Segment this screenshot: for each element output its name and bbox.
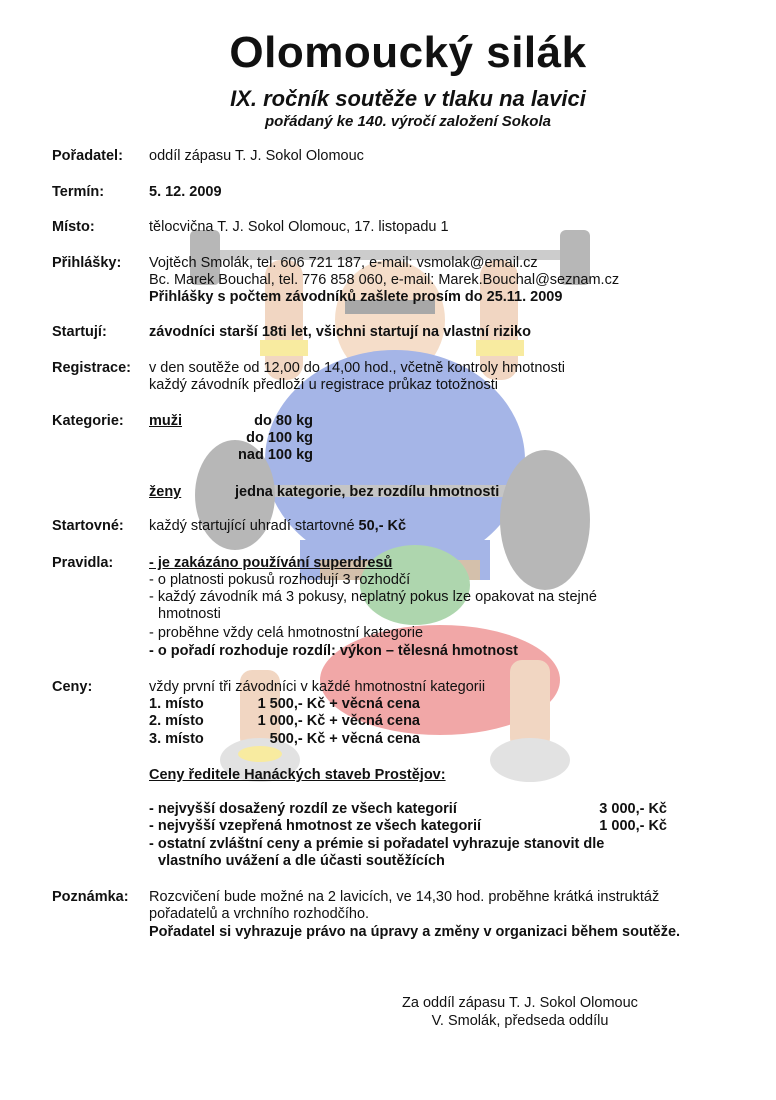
special-prize-amount: 3 000,- Kč — [599, 801, 667, 817]
categories-label: Kategorie: — [52, 413, 124, 429]
signature-line-2: V. Smolák, předseda oddílu — [431, 1013, 609, 1029]
fee-amount: 50,- Kč — [358, 518, 407, 534]
registration-label: Registrace: — [52, 360, 131, 376]
organizer-label: Pořadatel: — [52, 148, 123, 164]
prize-place: 2. místo — [149, 713, 204, 729]
starters-label: Startují: — [52, 324, 107, 340]
registration-line-1: v den soutěže od 12,00 do 14,00 hod., včetně kontroly hmotnosti — [149, 360, 565, 376]
note-line-3: Pořadatel si vyhrazuje právo na úpravy a změny v organizaci během soutěže. — [149, 924, 681, 940]
rule-item: - každý závodník má 3 pokusy, neplatný pokus lze opakovat na stejné — [149, 589, 597, 605]
fee-value — [149, 518, 406, 535]
applications-label: Přihlášky: — [52, 255, 122, 271]
prize-reward: 1 000,- Kč + věcná cena — [257, 713, 420, 729]
special-prize-text: - nejvyšší vzepřená hmotnost ze všech kategorií — [149, 818, 482, 834]
other-prizes-line-2: vlastního uvážení a dle účasti soutěžících — [158, 853, 445, 869]
men-weight-class: do 100 kg — [246, 430, 313, 446]
prize-place: 1. místo — [149, 696, 204, 712]
fee-text: každý startující uhradí startovné — [149, 518, 359, 534]
poster-subtitle: IX. ročník soutěže v tlaku na lavici — [230, 86, 586, 111]
date-label: Termín: — [52, 184, 105, 200]
men-weight-class: nad 100 kg — [238, 447, 313, 463]
fee-label: Startovné: — [52, 518, 124, 534]
venue-label: Místo: — [52, 219, 95, 235]
starters-value: závodníci starší 18ti let, všichni startují na vlastní riziko — [149, 324, 531, 340]
note-label: Poznámka: — [52, 889, 129, 905]
women-category-label: ženy — [149, 484, 182, 500]
prize-place: 3. místo — [149, 731, 204, 747]
men-weight-class: do 80 kg — [254, 413, 313, 429]
rule-item-continuation: hmotnosti — [158, 606, 221, 622]
registration-line-2: každý závodník předloží u registrace průkaz totožnosti — [149, 377, 498, 393]
prizes-intro: vždy první tři závodníci v každé hmotnostní kategorii — [149, 679, 486, 695]
men-category-label: muži — [149, 413, 183, 429]
rules-label: Pravidla: — [52, 555, 114, 571]
poster-title: Olomoucký silák — [229, 28, 587, 77]
applications-contact-2: Bc. Marek Bouchal, tel. 776 858 060, e-mail: Marek.Bouchal@seznam.cz — [149, 272, 620, 288]
prizes-label: Ceny: — [52, 679, 93, 695]
rule-item: - o pořadí rozhoduje rozdíl: výkon – tělesná hmotnost — [149, 643, 518, 659]
other-prizes-line-1: - ostatní zvláštní ceny a prémie si pořadatel vyhrazuje stanovit dle — [149, 836, 605, 852]
venue-value: tělocvična T. J. Sokol Olomouc, 17. listopadu 1 — [149, 219, 449, 235]
director-prizes-heading: Ceny ředitele Hanáckých staveb Prostějov: — [149, 767, 446, 783]
applications-deadline: Přihlášky s počtem závodníků zašlete prosím do 25.11. 2009 — [149, 289, 563, 305]
note-line-1: Rozcvičení bude možné na 2 lavicích, ve 14,30 hod. proběhne krátká instruktáž — [149, 889, 660, 905]
note-line-2: pořadatelů a vrchního rozhodčího. — [149, 906, 370, 922]
rule-item: - proběhne vždy celá hmotnostní kategorie — [149, 625, 424, 641]
prize-reward: 500,- Kč + věcná cena — [269, 731, 420, 747]
prize-reward: 1 500,- Kč + věcná cena — [257, 696, 420, 712]
poster-subtitle-occasion: pořádaný ke 140. výročí založení Sokola — [265, 113, 551, 130]
date-value: 5. 12. 2009 — [149, 184, 222, 200]
signature-line-1: Za oddíl zápasu T. J. Sokol Olomouc — [402, 995, 638, 1011]
rule-item: - o platnosti pokusů rozhodují 3 rozhodčí — [149, 572, 411, 588]
organizer-value: oddíl zápasu T. J. Sokol Olomouc — [149, 148, 364, 164]
applications-contact-1: Vojtěch Smolák, tel. 606 721 187, e-mail: vsmolak@email.cz — [149, 255, 538, 271]
special-prize-text: - nejvyšší dosažený rozdíl ze všech kategorií — [149, 801, 457, 817]
women-category-value: jedna kategorie, bez rozdílu hmotnosti — [235, 484, 500, 500]
rule-item: - je zakázáno používání superdresů — [149, 555, 393, 571]
special-prize-amount: 1 000,- Kč — [599, 818, 667, 834]
